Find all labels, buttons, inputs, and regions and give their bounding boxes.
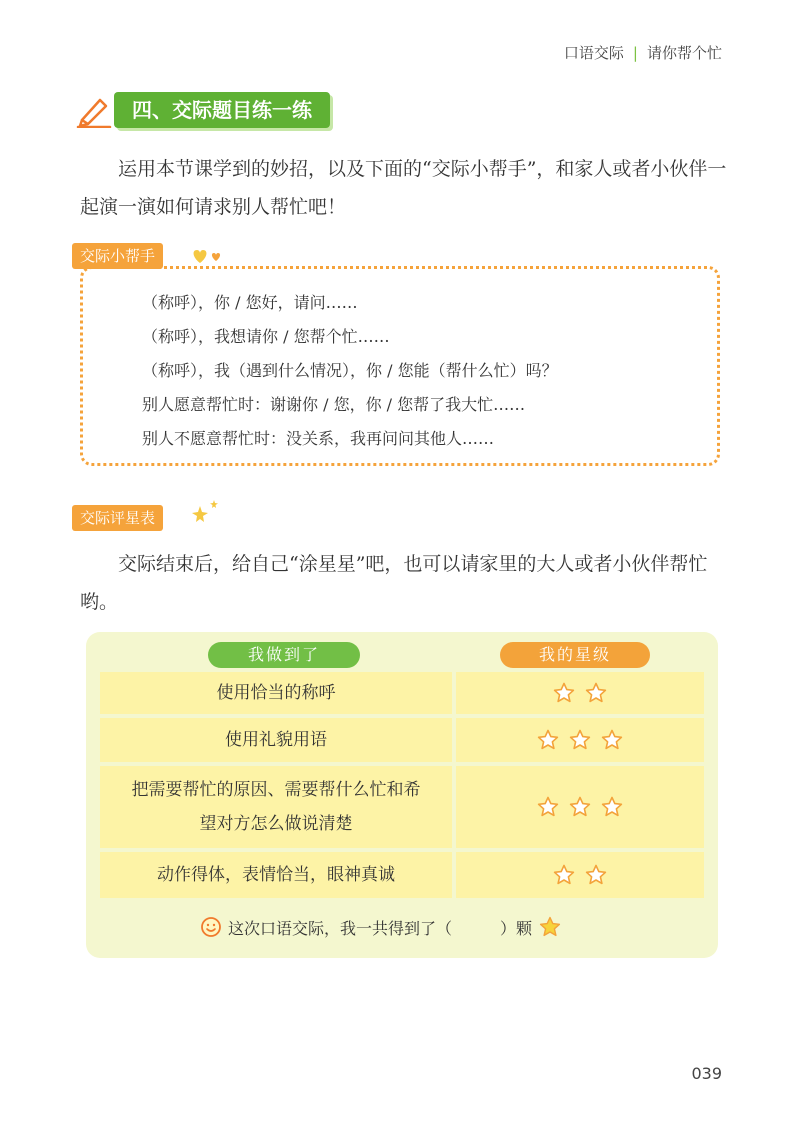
page-number: 039 (691, 1064, 722, 1083)
rating-instruction: 交际结束后，给自己“涂星星”吧，也可以请家里的大人或者小伙伴帮忙哟。 (80, 553, 708, 613)
sparkle-stars-icon (190, 498, 220, 524)
smiley-icon (200, 916, 222, 938)
table-row (100, 852, 704, 898)
footnote (200, 915, 562, 939)
empty-star-icon[interactable] (584, 863, 608, 887)
table-row (100, 718, 704, 762)
page-header (564, 42, 722, 63)
section-title-block (76, 92, 366, 130)
footnote-after: ）颗 (500, 918, 533, 938)
empty-star-icon[interactable] (552, 681, 576, 705)
filled-star-icon (538, 915, 562, 939)
helper-lines (142, 286, 558, 456)
star-cell (456, 672, 704, 714)
star-cell (456, 766, 704, 848)
empty-star-icon[interactable] (536, 795, 560, 819)
column-header-did: 我做到了 (208, 642, 360, 668)
header-topic: 请你帮个忙 (646, 44, 722, 62)
star-cell (456, 718, 704, 762)
header-section: 口语交际 (563, 44, 624, 62)
hearts-icon (190, 246, 230, 266)
rating-tag: 交际评星表 (72, 505, 163, 531)
helper-line: （称呼），我想请你 / 您帮个忙…… (142, 327, 390, 346)
star-cell (456, 852, 704, 898)
criterion-text: 使用礼貌用语 (225, 730, 327, 750)
criterion-text: 使用恰当的称呼 (216, 683, 336, 703)
empty-star-icon[interactable] (600, 728, 624, 752)
empty-star-icon[interactable] (600, 795, 624, 819)
helper-line: （称呼），我（遇到什么情况），你 / 您能（帮什么忙）吗？ (142, 361, 558, 380)
intro-paragraph: 运用本节课学到的妙招，以及下面的“交际小帮手”，和家人或者小伙伴一起演一演如何请求别人帮忙吧！ (80, 158, 727, 218)
footnote-before: 这次口语交际，我一共得到了（ (228, 918, 453, 938)
table-row (100, 766, 704, 848)
column-header-stars: 我的星级 (500, 642, 650, 668)
header-separator: | (632, 44, 638, 62)
pencil-icon (76, 94, 112, 128)
empty-star-icon[interactable] (568, 728, 592, 752)
empty-star-icon[interactable] (568, 795, 592, 819)
empty-star-icon[interactable] (584, 681, 608, 705)
helper-line: 别人不愿意帮忙时：没关系，我再问问其他人…… (142, 429, 495, 448)
empty-star-icon[interactable] (536, 728, 560, 752)
empty-star-icon[interactable] (552, 863, 576, 887)
criterion-text: 动作得体，表情恰当，眼神真诚 (157, 865, 395, 885)
criterion-text: 把需要帮忙的原因、需要帮什么忙和希望对方怎么做说清楚 (131, 780, 421, 834)
helper-line: 别人愿意帮忙时：谢谢你 / 您，你 / 您帮了我大忙…… (142, 395, 526, 414)
helper-tag: 交际小帮手 (72, 243, 163, 269)
helper-line: （称呼），你 / 您好，请问…… (142, 293, 358, 312)
table-row (100, 672, 704, 714)
section-title: 四、交际题目练一练 (114, 92, 330, 128)
